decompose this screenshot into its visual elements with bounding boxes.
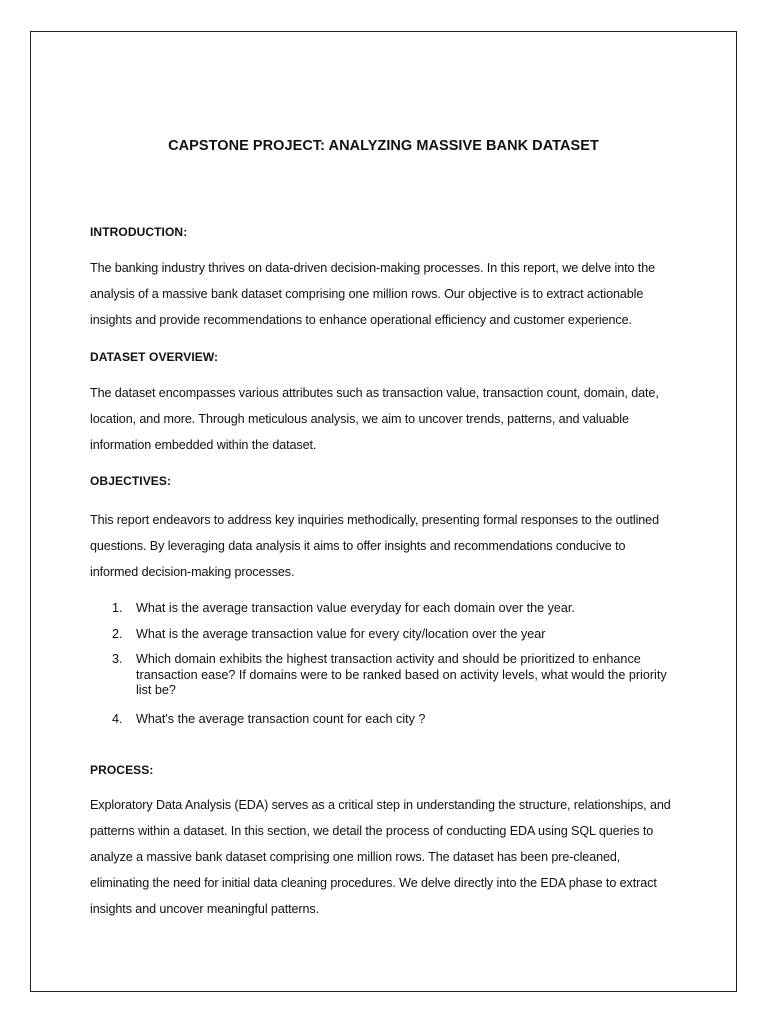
paragraph-line: eliminating the need for initial data cleaning procedures. We delve directly into the EDA phase to extract	[90, 876, 657, 890]
paragraph-line: analyze a massive bank dataset comprising one million rows. The dataset has been pre-cleaned,	[90, 850, 621, 864]
paragraph-line: This report endeavors to address key inquiries methodically, presenting formal responses to the outlined	[90, 513, 659, 527]
paragraph-line: information embedded within the dataset.	[90, 438, 317, 452]
paragraph-line: patterns within a dataset. In this section, we detail the process of conducting EDA using SQL queries to	[90, 824, 654, 838]
dataset-overview-heading: DATASET OVERVIEW:	[90, 350, 219, 364]
list-item-text	[136, 601, 696, 617]
paragraph-line: insights and uncover meaningful patterns.	[90, 902, 320, 916]
list-item-number: 2.	[112, 627, 123, 641]
list-item-number: 3.	[112, 652, 123, 666]
paragraph-line: analysis of a massive bank dataset comprising one million rows. Our objective is to extract actionable	[90, 287, 644, 301]
process-paragraph	[90, 792, 690, 922]
paragraph-line: Exploratory Data Analysis (EDA) serves as a critical step in understanding the structure, relationships, and	[90, 798, 671, 812]
paragraph-line: informed decision-making processes.	[90, 565, 295, 579]
introduction-paragraph	[90, 255, 690, 333]
list-item-line: What's the average transaction count for each city ?	[136, 712, 426, 726]
list-item-text	[136, 627, 696, 643]
introduction-heading: INTRODUCTION:	[90, 225, 188, 239]
dataset-overview-paragraph	[90, 380, 690, 458]
paragraph-line: location, and more. Through meticulous analysis, we aim to uncover trends, patterns, and valuable	[90, 412, 629, 426]
list-item-line: What is the average transaction value for every city/location over the year	[136, 627, 546, 641]
paragraph-line: The banking industry thrives on data-driven decision-making processes. In this report, we delve into the	[90, 261, 656, 275]
list-item-text	[136, 652, 696, 699]
paragraph-line: questions. By leveraging data analysis it aims to offer insights and recommendations conducive to	[90, 539, 626, 553]
list-item-text	[136, 712, 696, 728]
document-title: CAPSTONE PROJECT: ANALYZING MASSIVE BANK DATASET	[168, 138, 599, 154]
list-item-line: transaction ease? If domains were to be ranked based on activity levels, what would the priority	[136, 667, 667, 682]
process-heading: PROCESS:	[90, 763, 154, 777]
list-item-number: 4.	[112, 712, 123, 726]
paragraph-line: The dataset encompasses various attributes such as transaction value, transaction count, domain, date,	[90, 386, 659, 400]
objectives-paragraph	[90, 507, 690, 585]
objectives-heading: OBJECTIVES:	[90, 474, 172, 488]
list-item-line: What is the average transaction value everyday for each domain over the year.	[136, 601, 575, 615]
list-item-line: Which domain exhibits the highest transaction activity and should be prioritized to enhance	[136, 652, 641, 666]
list-item-number: 1.	[112, 601, 123, 615]
paragraph-line: insights and provide recommendations to enhance operational efficiency and customer experience.	[90, 313, 632, 327]
list-item-line: list be?	[136, 683, 176, 697]
